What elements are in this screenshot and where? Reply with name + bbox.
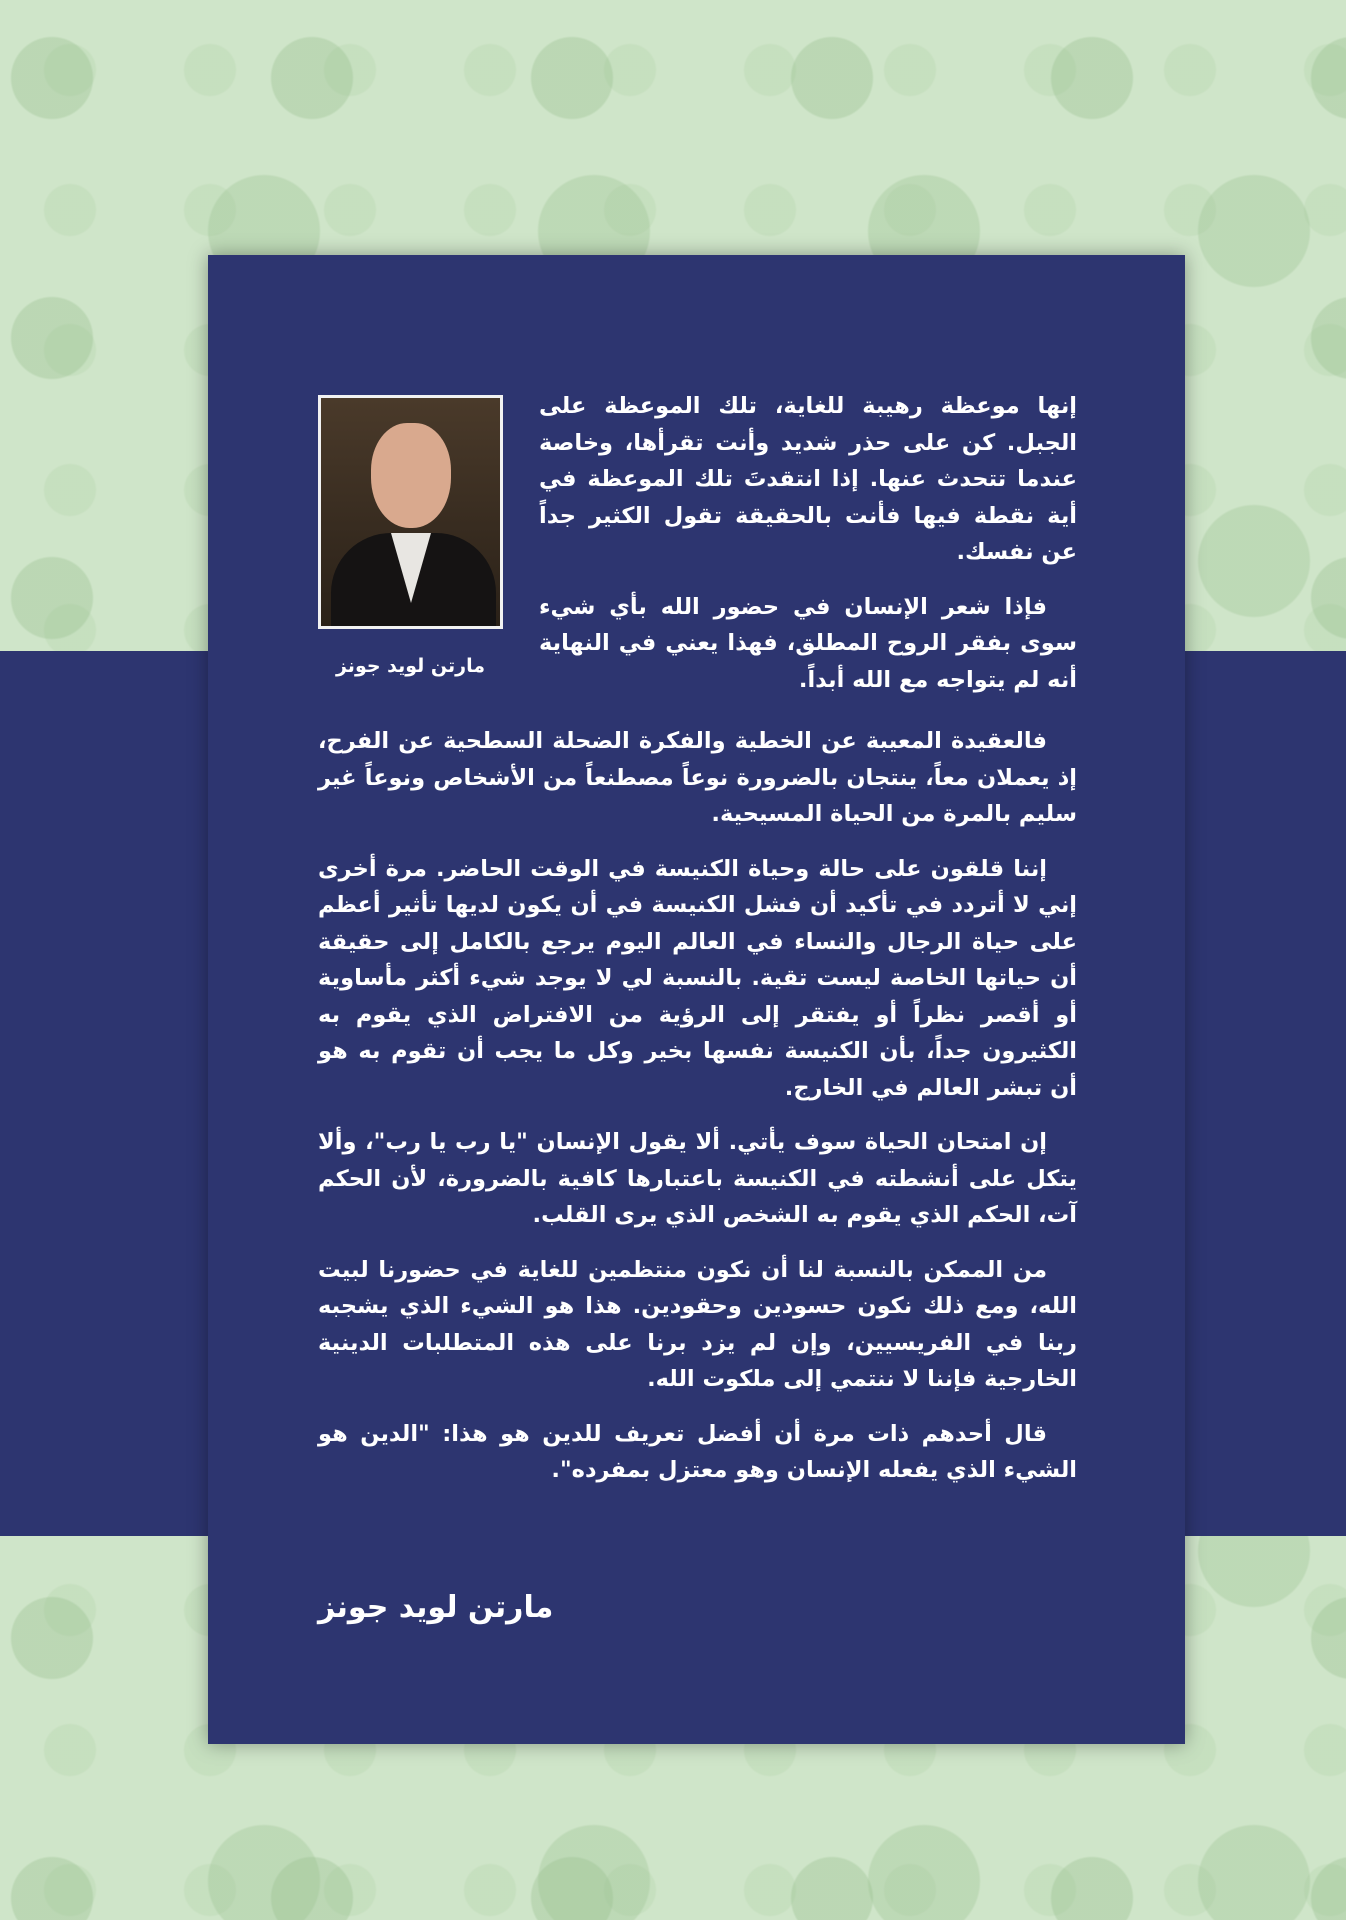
- intro-text: [539, 388, 1077, 716]
- paragraph: إنها موعظة رهيبة للغاية، تلك الموعظة على الجبل. كن على حذر شديد وأنت تقرأها، وخاصة عندما تتحدث عنها. إذا انتقدتَ تلك الموعظة في أية نقطة فيها فأنت بالحقيقة تقول الكثير جداً عن نفسك.: [539, 393, 1077, 565]
- paragraph: إن امتحان الحياة سوف يأتي. ألا يقول الإنسان "يا رب يا رب"، وألا يتكل على أنشطته في الكنيسة باعتبارها كافية بالضرورة، لأن الحكم آت، الحكم الذي يقوم به الشخص الذي يرى القلب.: [318, 1129, 1077, 1228]
- paragraph: من الممكن بالنسبة لنا أن نكون منتظمين للغاية في حضورنا لبيت الله، ومع ذلك نكون حسودين وحقودين. هذا هو الشيء الذي يشجبه ربنا في الفريسيين، وإن لم يزد برنا على هذه المتطلبات الدينية الخارجية فإننا لا ننتمي إلى ملكوت الله.: [318, 1256, 1077, 1392]
- paragraph: إننا قلقون على حالة وحياة الكنيسة في الوقت الحاضر. مرة أخرى إني لا أتردد في تأكيد أن فشل الكنيسة في أن يكون لديها تأثير أعظم على حياة الرجال والنساء في العالم اليوم يرجع بالكامل إلى حقيقة أن حياتها الخاصة ليست تقية. بالنسبة لي لا يوجد شيء أكثر مأساوية أو أقصر نظراً أو يفتقر إلى الرؤية من الافتراض الذي يقوم به الكثيرون جداً، بأن الكنيسة نفسها بخير وكل ما يجب أن تقوم به هو أن تبشر العالم في الخارج.: [318, 855, 1077, 1101]
- author-photo: [318, 395, 503, 629]
- paragraph: قال أحدهم ذات مرة أن أفضل تعريف للدين هو هذا: "الدين هو الشيء الذي يفعله الإنسان وهو معتزل بمفرده".: [318, 1420, 1077, 1483]
- back-cover-panel: [208, 255, 1185, 1744]
- paragraph: فإذا شعر الإنسان في حضور الله بأي شيء سوى بفقر الروح المطلق، فهذا يعني في النهاية أنه لم يتواجه مع الله أبداً.: [539, 593, 1077, 693]
- body-text: [318, 723, 1077, 1507]
- paragraph: فالعقيدة المعيبة عن الخطية والفكرة الضحلة السطحية عن الفرح، إذ يعملان معاً، ينتجان بالضرورة نوعاً مصطنعاً من الأشخاص ونوعاً غير سليم بالمرة من الحياة المسيحية.: [318, 728, 1077, 827]
- author-signature: مارتن لويد جونز: [318, 1590, 554, 1625]
- author-caption: مارتن لويد جونز: [335, 655, 485, 677]
- photo-head: [371, 423, 451, 528]
